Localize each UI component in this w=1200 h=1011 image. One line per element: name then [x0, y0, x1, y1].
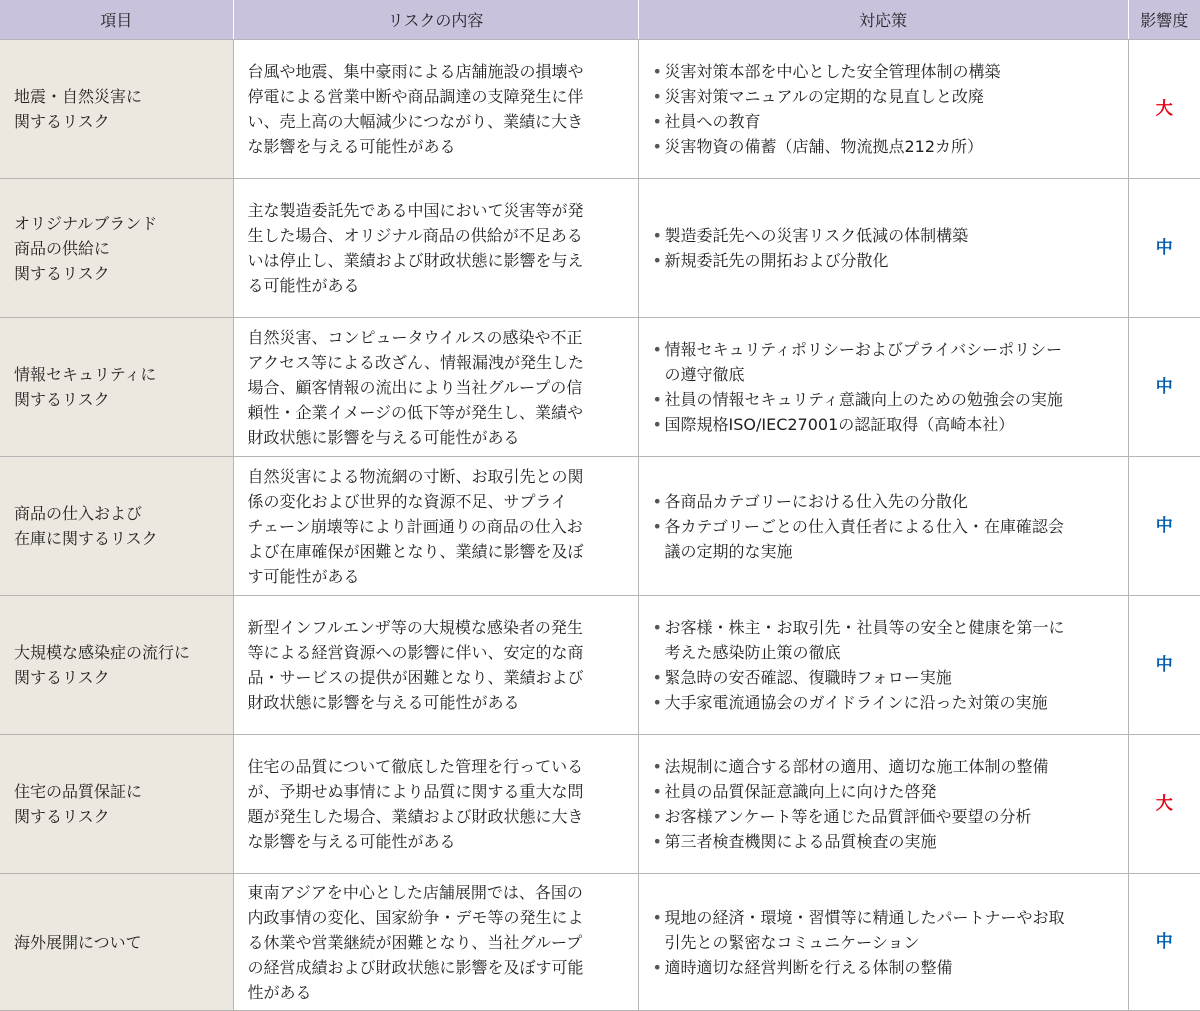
table-row — [0, 40, 1200, 179]
measure-item-line: • 社員の品質保証意識向上に向けた啓発 — [664, 782, 937, 801]
impact-level: 大 — [1128, 735, 1200, 874]
risk-item-line: 大規模な感染症の流行に — [14, 643, 191, 662]
measure-item — [653, 690, 1120, 715]
risk-measures — [638, 874, 1128, 1011]
risk-item-line: 商品の仕入および — [14, 504, 143, 523]
impact-level: 中 — [1128, 596, 1200, 735]
measure-item — [653, 804, 1120, 829]
risk-content-line: な影響を与える可能性がある — [247, 137, 456, 156]
risk-item-line: 関するリスク — [14, 390, 110, 409]
measure-item — [653, 905, 1120, 955]
risk-measures — [638, 596, 1128, 735]
table-row — [0, 457, 1200, 596]
measure-item-line: 引先との緊密なコミュニケーション — [664, 932, 920, 952]
measure-item — [653, 514, 1120, 564]
measure-item-line: • 各カテゴリーごとの仕入責任者による仕入・在庫確認会 — [664, 516, 1064, 536]
measure-item — [653, 134, 1120, 159]
measure-item-line: • 第三者検査機関による品質検査の実施 — [664, 832, 937, 851]
risk-content-line: の経営成績および財政状態に影響を及ぼす可能 — [247, 957, 584, 977]
risk-measures — [638, 179, 1128, 318]
measure-item — [653, 829, 1120, 854]
measure-item — [653, 84, 1120, 109]
measure-item — [653, 955, 1120, 980]
measure-item — [653, 248, 1120, 273]
measure-item-line: 議の定期的な実施 — [664, 541, 793, 561]
measures-list — [653, 905, 1120, 980]
risk-item — [0, 179, 233, 318]
risk-measures — [638, 457, 1128, 596]
risk-content-line: 頼性・企業イメージの低下等が発生し、業績や — [247, 402, 584, 422]
risk-content — [233, 735, 638, 874]
risk-item-line: 海外展開について — [14, 932, 142, 952]
measures-list — [653, 223, 1120, 273]
measure-item-line: • お客様アンケート等を通じた品質評価や要望の分析 — [664, 807, 1032, 826]
risk-content-line: 自然災害による物流網の寸断、お取引先との関 — [247, 466, 584, 486]
header-measures: 対応策 — [638, 0, 1128, 40]
measure-item-line: • 災害物資の備蓄（店舗、物流拠点212カ所） — [664, 137, 984, 156]
risk-measures — [638, 735, 1128, 874]
measure-item — [653, 412, 1120, 437]
measure-item-line: • 社員の情報セキュリティ意識向上のための勉強会の実施 — [664, 390, 1063, 409]
measure-item-line: • 災害対策本部を中心とした安全管理体制の構築 — [664, 62, 1001, 81]
risk-content-line: る可能性がある — [247, 276, 360, 295]
measure-item — [653, 223, 1120, 248]
risk-item-line: 住宅の品質保証に — [14, 782, 143, 801]
measures-list — [653, 337, 1120, 437]
risk-item-line: 情報セキュリティに — [14, 365, 157, 384]
table-row — [0, 735, 1200, 874]
risk-item — [0, 735, 233, 874]
risk-content — [233, 457, 638, 596]
table-row — [0, 596, 1200, 735]
risk-item-line: 関するリスク — [14, 668, 110, 687]
risk-content-line: いは停止し、業績および財政状態に影響を与え — [247, 251, 584, 270]
risk-measures — [638, 40, 1128, 179]
measure-item-line: の遵守徹底 — [664, 365, 745, 384]
risk-item — [0, 874, 233, 1011]
measures-list — [653, 59, 1120, 159]
measure-item — [653, 489, 1120, 514]
measure-item — [653, 665, 1120, 690]
risk-item-line: 在庫に関するリスク — [14, 529, 158, 548]
risk-content-line: 台風や地震、集中豪雨による店舗施設の損壊や — [247, 62, 584, 81]
risk-content-line: 財政状態に影響を与える可能性がある — [247, 693, 520, 712]
measure-item-line: • 大手家電流通協会のガイドラインに沿った対策の実施 — [664, 693, 1048, 712]
measure-item-line: • 各商品カテゴリーにおける仕入先の分散化 — [664, 491, 968, 511]
risk-content-line: 住宅の品質について徹底した管理を行っている — [247, 757, 584, 776]
risk-content-line: 自然災害、コンピュータウイルスの感染や不正 — [247, 327, 583, 347]
measure-item-line: • 法規制に適合する部材の適用、適切な施工体制の整備 — [664, 757, 1049, 776]
risk-content — [233, 874, 638, 1011]
measure-item-line: • 適時適切な経営判断を行える体制の整備 — [664, 957, 953, 977]
risk-content-line: な影響を与える可能性がある — [247, 832, 456, 851]
risk-content-line: 等による経営資源への影響に伴い、安定的な商 — [247, 643, 584, 662]
header-row — [0, 0, 1200, 40]
risk-content-line: 財政状態に影響を与える可能性がある — [247, 427, 520, 447]
measures-list — [653, 615, 1120, 715]
risk-item-line: オリジナルブランド — [14, 213, 158, 233]
risk-item-line: 関するリスク — [14, 112, 110, 131]
header-content: リスクの内容 — [233, 0, 638, 40]
risk-item-line: 関するリスク — [14, 263, 110, 283]
risk-content-line: す可能性がある — [247, 566, 360, 586]
risk-content-line: 内政事情の変化、国家紛争・デモ等の発生によ — [247, 907, 584, 927]
risk-content-line: 主な製造委託先である中国において災害等が発 — [247, 201, 584, 220]
measure-item — [653, 615, 1120, 665]
risk-content-line: 場合、顧客情報の流出により当社グループの信 — [247, 377, 583, 397]
measure-item-line: • 情報セキュリティポリシーおよびプライバシーポリシー — [664, 340, 1063, 359]
risk-item — [0, 457, 233, 596]
measure-item — [653, 779, 1120, 804]
risk-content — [233, 40, 638, 179]
risk-content-line: 品・サービスの提供が困難となり、業績および — [247, 668, 584, 687]
impact-level: 中 — [1128, 874, 1200, 1011]
measure-item-line: 考えた感染防止策の徹底 — [664, 643, 841, 662]
measures-list — [653, 489, 1120, 564]
impact-level: 中 — [1128, 457, 1200, 596]
risk-content-line: 新型インフルエンザ等の大規模な感染者の発生 — [247, 618, 583, 637]
measure-item-line: • 災害対策マニュアルの定期的な見直しと改廃 — [664, 87, 984, 106]
risk-content-line: 題が発生した場合、業績および財政状態に大き — [247, 807, 584, 826]
impact-level: 中 — [1128, 179, 1200, 318]
measure-item-line: • 緊急時の安否確認、復職時フォロー実施 — [664, 668, 952, 687]
risk-content-line: 係の変化および世界的な資源不足、サプライ — [247, 491, 568, 511]
risk-item-line: 地震・自然災害に — [14, 87, 143, 106]
risk-measures — [638, 318, 1128, 457]
measures-list — [653, 754, 1120, 854]
table-row — [0, 179, 1200, 318]
measure-item-line: • お客様・株主・お取引先・社員等の安全と健康を第一に — [664, 618, 1065, 637]
risk-content-line: 生した場合、オリジナル商品の供給が不足ある — [247, 226, 583, 245]
risk-item — [0, 318, 233, 457]
table-row — [0, 874, 1200, 1011]
risk-content-line: る休業や営業継続が困難となり、当社グループ — [247, 932, 583, 952]
measure-item-line: • 製造委託先への災害リスク低減の体制構築 — [664, 226, 969, 245]
measure-item-line: • 国際規格ISO/IEC27001の認証取得（高崎本社） — [664, 415, 1015, 434]
risk-content — [233, 596, 638, 735]
risk-item-line: 商品の供給に — [14, 238, 111, 258]
risk-content-line: よび在庫確保が困難となり、業績に影響を及ぼ — [247, 541, 584, 561]
impact-level: 大 — [1128, 40, 1200, 179]
table-row — [0, 318, 1200, 457]
risk-item-line: 関するリスク — [14, 807, 110, 826]
measure-item — [653, 109, 1120, 134]
header-item: 項目 — [0, 0, 233, 40]
risk-content-line: 性がある — [247, 982, 312, 1002]
measure-item — [653, 337, 1120, 387]
measure-item — [653, 387, 1120, 412]
risk-content — [233, 318, 638, 457]
risk-content-line: い、売上高の大幅減少につながり、業績に大き — [247, 112, 584, 131]
impact-level: 中 — [1128, 318, 1200, 457]
risk-content-line: アクセス等による改ざん、情報漏洩が発生した — [247, 352, 584, 372]
risk-content-line: チェーン崩壊等により計画通りの商品の仕入お — [247, 516, 583, 536]
risk-table-body — [0, 40, 1200, 1011]
measure-item-line: • 社員への教育 — [664, 112, 761, 131]
header-impact: 影響度 — [1128, 0, 1200, 40]
risk-item — [0, 596, 233, 735]
risk-item — [0, 40, 233, 179]
risk-content-line: 停電による営業中断や商品調達の支障発生に伴 — [247, 87, 584, 106]
measure-item — [653, 59, 1120, 84]
risk-content-line: 東南アジアを中心とした店舗展開では、各国の — [247, 882, 583, 902]
risk-content — [233, 179, 638, 318]
measure-item — [653, 754, 1120, 779]
measure-item-line: • 新規委託先の開拓および分散化 — [664, 251, 889, 270]
measure-item-line: • 現地の経済・環境・習慣等に精通したパートナーやお取 — [664, 907, 1065, 927]
risk-content-line: が、予期せぬ事情により品質に関する重大な問 — [247, 782, 584, 801]
